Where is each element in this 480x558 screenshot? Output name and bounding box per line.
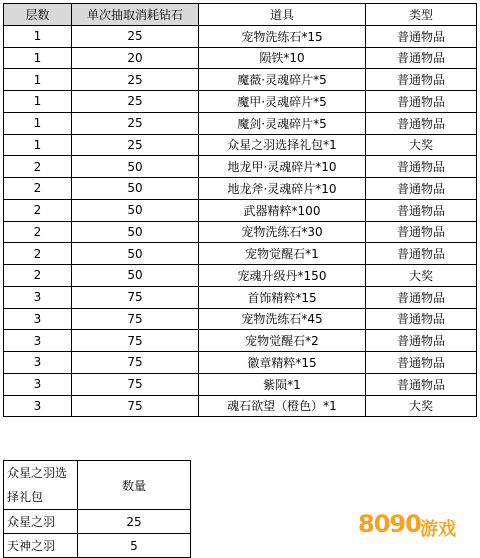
cell-item: 首饰精粹*15 [199, 286, 366, 308]
cell-cost: 25 [72, 69, 199, 91]
table-row [4, 156, 477, 178]
cell-layer: 1 [4, 69, 72, 91]
table-row [4, 265, 477, 287]
cell-type: 普通物品 [366, 352, 477, 374]
table-row [4, 112, 477, 134]
gift-row [4, 510, 191, 534]
logo-text: 8090 [358, 510, 421, 538]
gift-header-row [4, 461, 191, 510]
cell-item: 宠物洗练石*45 [199, 308, 366, 330]
cell-item: 武器精粹*100 [199, 199, 366, 221]
table-row [4, 373, 477, 395]
cell-item: 地龙斧·灵魂碎片*10 [199, 178, 366, 200]
cell-cost: 25 [72, 25, 199, 47]
cell-type: 大奖 [366, 265, 477, 287]
gift-item-qty: 25 [78, 510, 191, 534]
gift-item-qty: 5 [78, 534, 191, 558]
header-cost: 单次抽取消耗钻石 [72, 4, 199, 26]
cell-type: 普通物品 [366, 47, 477, 69]
cell-type: 普通物品 [366, 112, 477, 134]
cell-type: 普通物品 [366, 25, 477, 47]
cell-layer: 1 [4, 91, 72, 113]
cell-type: 普通物品 [366, 330, 477, 352]
table-row [4, 47, 477, 69]
cell-type: 普通物品 [366, 156, 477, 178]
table-row [4, 69, 477, 91]
cell-type: 普通物品 [366, 243, 477, 265]
cell-item: 宠物觉醒石*1 [199, 243, 366, 265]
cell-layer: 1 [4, 25, 72, 47]
cell-layer: 2 [4, 156, 72, 178]
table-row [4, 91, 477, 113]
cell-item: 宠魂升级丹*150 [199, 265, 366, 287]
cell-layer: 3 [4, 373, 72, 395]
cell-layer: 3 [4, 286, 72, 308]
cell-layer: 1 [4, 134, 72, 156]
table-row [4, 395, 477, 417]
cell-layer: 2 [4, 178, 72, 200]
table-row [4, 243, 477, 265]
cell-type: 普通物品 [366, 199, 477, 221]
cell-layer: 2 [4, 265, 72, 287]
cell-type: 大奖 [366, 134, 477, 156]
header-type: 类型 [366, 4, 477, 26]
cell-item: 宠物觉醒石*2 [199, 330, 366, 352]
cell-type: 普通物品 [366, 373, 477, 395]
table-row [4, 134, 477, 156]
cell-item: 魔甲·灵魂碎片*5 [199, 91, 366, 113]
gift-item-name: 天神之羽 [4, 534, 78, 558]
cell-layer: 2 [4, 221, 72, 243]
cell-cost: 50 [72, 199, 199, 221]
cell-cost: 50 [72, 178, 199, 200]
gift-header-name: 众星之羽选择礼包 [4, 461, 78, 510]
table-row [4, 330, 477, 352]
cell-type: 普通物品 [366, 69, 477, 91]
cell-type: 普通物品 [366, 178, 477, 200]
cell-layer: 1 [4, 47, 72, 69]
cell-item: 陨铁*10 [199, 47, 366, 69]
cell-cost: 25 [72, 134, 199, 156]
gift-item-name: 众星之羽 [4, 510, 78, 534]
cell-cost: 75 [72, 286, 199, 308]
cell-item: 众星之羽选择礼包*1 [199, 134, 366, 156]
cell-cost: 25 [72, 91, 199, 113]
cell-layer: 1 [4, 112, 72, 134]
cell-layer: 3 [4, 330, 72, 352]
cell-layer: 3 [4, 352, 72, 374]
table-row [4, 352, 477, 374]
cell-layer: 2 [4, 199, 72, 221]
cell-layer: 3 [4, 308, 72, 330]
cell-type: 普通物品 [366, 308, 477, 330]
table-row [4, 221, 477, 243]
cell-cost: 50 [72, 265, 199, 287]
cell-type: 普通物品 [366, 286, 477, 308]
cell-item: 紫陨*1 [199, 373, 366, 395]
table-row [4, 178, 477, 200]
cell-layer: 2 [4, 243, 72, 265]
cell-item: 地龙甲·灵魂碎片*10 [199, 156, 366, 178]
header-row [4, 4, 477, 26]
table-row [4, 25, 477, 47]
logo-suffix: 游戏 [420, 519, 456, 540]
cell-item: 魂石欲望（橙色）*1 [199, 395, 366, 417]
cell-item: 魔剑·灵魂碎片*5 [199, 112, 366, 134]
gift-header-qty: 数量 [78, 461, 191, 510]
cell-item: 宠物洗练石*15 [199, 25, 366, 47]
cell-cost: 75 [72, 395, 199, 417]
cell-cost: 50 [72, 156, 199, 178]
cell-type: 大奖 [366, 395, 477, 417]
cell-cost: 20 [72, 47, 199, 69]
main-reward-table [3, 3, 477, 417]
cell-item: 宠物洗练石*30 [199, 221, 366, 243]
cell-cost: 50 [72, 221, 199, 243]
cell-cost: 50 [72, 243, 199, 265]
cell-cost: 75 [72, 308, 199, 330]
gift-package-table [3, 460, 191, 558]
header-layer: 层数 [4, 4, 72, 26]
cell-cost: 75 [72, 352, 199, 374]
gift-row [4, 534, 191, 558]
cell-cost: 75 [72, 330, 199, 352]
table-row [4, 199, 477, 221]
cell-layer: 3 [4, 395, 72, 417]
header-item: 道具 [199, 4, 366, 26]
cell-type: 普通物品 [366, 221, 477, 243]
cell-type: 普通物品 [366, 91, 477, 113]
table-row [4, 286, 477, 308]
cell-cost: 25 [72, 112, 199, 134]
cell-cost: 75 [72, 373, 199, 395]
table-row [4, 308, 477, 330]
site-logo [348, 488, 474, 550]
cell-item: 魔薇·灵魂碎片*5 [199, 69, 366, 91]
cell-item: 徽章精粹*15 [199, 352, 366, 374]
